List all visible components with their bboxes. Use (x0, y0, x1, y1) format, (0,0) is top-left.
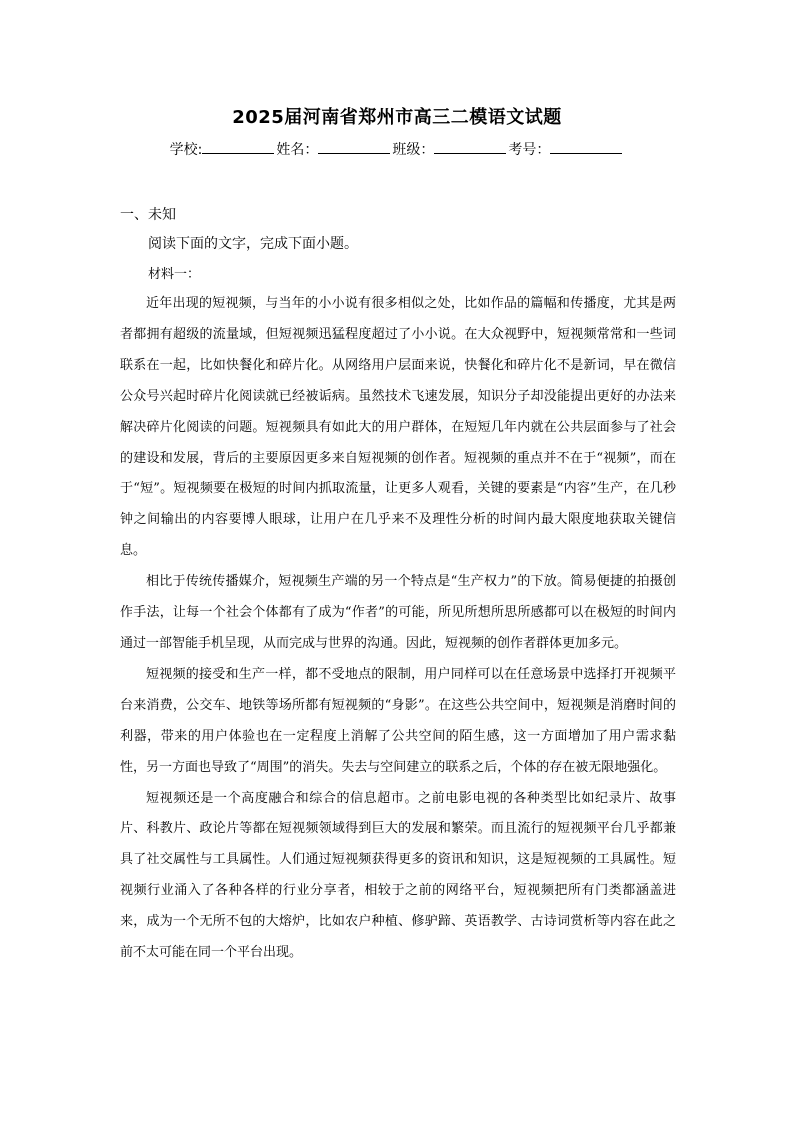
school-label: 学校: (169, 142, 203, 158)
paragraph: 相比于传统传播媒介，短视频生产端的另一个特点是“生产权力”的下放。简易便捷的拍摄创作手法，让每一个社会个体都有了成为“作者”的可能，所见所想所思所感都可以在极短的时间内通过一部智能手机呈现，从而完成与世界的沟通。因此，短视频的创作者群体更加多元。 (120, 574, 676, 651)
class-field (392, 139, 508, 159)
class-label: 班级： (392, 142, 435, 158)
name-blank[interactable] (318, 139, 390, 154)
number-label: 考号： (508, 142, 551, 158)
class-blank[interactable] (434, 139, 506, 154)
exam-title: 2025届河南省郑州市高三二模语文试题 (232, 107, 562, 128)
passage-body (120, 289, 676, 969)
paragraph: 短视频还是一个高度融合和综合的信息超市。之前电影电视的各种类型比如纪录片、故事片、科教片、政论片等都在短视频领域得到巨大的发展和繁荣。而且流行的短视频平台几乎都兼具了社交属性与工具属性。人们通过短视频获得更多的资讯和知识，这是短视频的工具属性。短视频行业涌入了各种各样的行业分享者，相较于之前的网络平台，短视频把所有门类都涵盖进来，成为一个无所不包的大熔炉，比如农户种植、修驴蹄、英语教学、古诗词赏析等内容在此之前不太可能在同一个平台出现。 (120, 790, 676, 961)
school-blank[interactable] (202, 139, 274, 154)
school-field (170, 139, 277, 159)
material-label: 材料一： (148, 267, 201, 282)
name-label: 姓名： (276, 142, 319, 158)
reading-instruction: 阅读下面的文字，完成下面小题。 (148, 236, 358, 252)
section-heading: 一、未知 (120, 207, 176, 223)
number-blank[interactable] (550, 139, 622, 154)
student-info-row (0, 139, 794, 159)
name-field (276, 139, 392, 159)
paragraph: 近年出现的短视频，与当年的小小说有很多相似之处，比如作品的篇幅和传播度，尤其是两者都拥有超级的流量域，但短视频迅猛程度超过了小小说。在大众视野中，短视频常常和一些词联系在一起，比如快餐化和碎片化。从网络用户层面来说，快餐化和碎片化不是新词，早在微信公众号兴起时碎片化阅读就已经被诟病。虽然技术飞速发展，知识分子却没能提出更好的办法来解决碎片化阅读的问题。短视频具有如此大的用户群体，在短短几年内就在公共层面参与了社会的建设和发展，背后的主要原因更多来自短视频的创作者。短视频的重点并不在于“视频”，而在于“短”。短视频要在极短的时间内抓取流量，让更多人观看，关键的要素是“内容”生产，在几秒钟之间输出的内容要博人眼球，让用户在几乎来不及理性分析的时间内最大限度地获取关键信息。 (120, 296, 676, 559)
paragraph: 短视频的接受和生产一样，都不受地点的限制，用户同样可以在任意场景中选择打开视频平台来消费，公交车、地铁等场所都有短视频的“身影”。在这些公共空间中，短视频是消磨时间的利器，带来的用户体验也在一定程度上消解了公共空间的陌生感，这一方面增加了用户需求黏性，另一方面也导致了“周围”的消失。失去与空间建立的联系之后，个体的存在被无限地强化。 (120, 666, 676, 775)
number-field (508, 139, 624, 159)
